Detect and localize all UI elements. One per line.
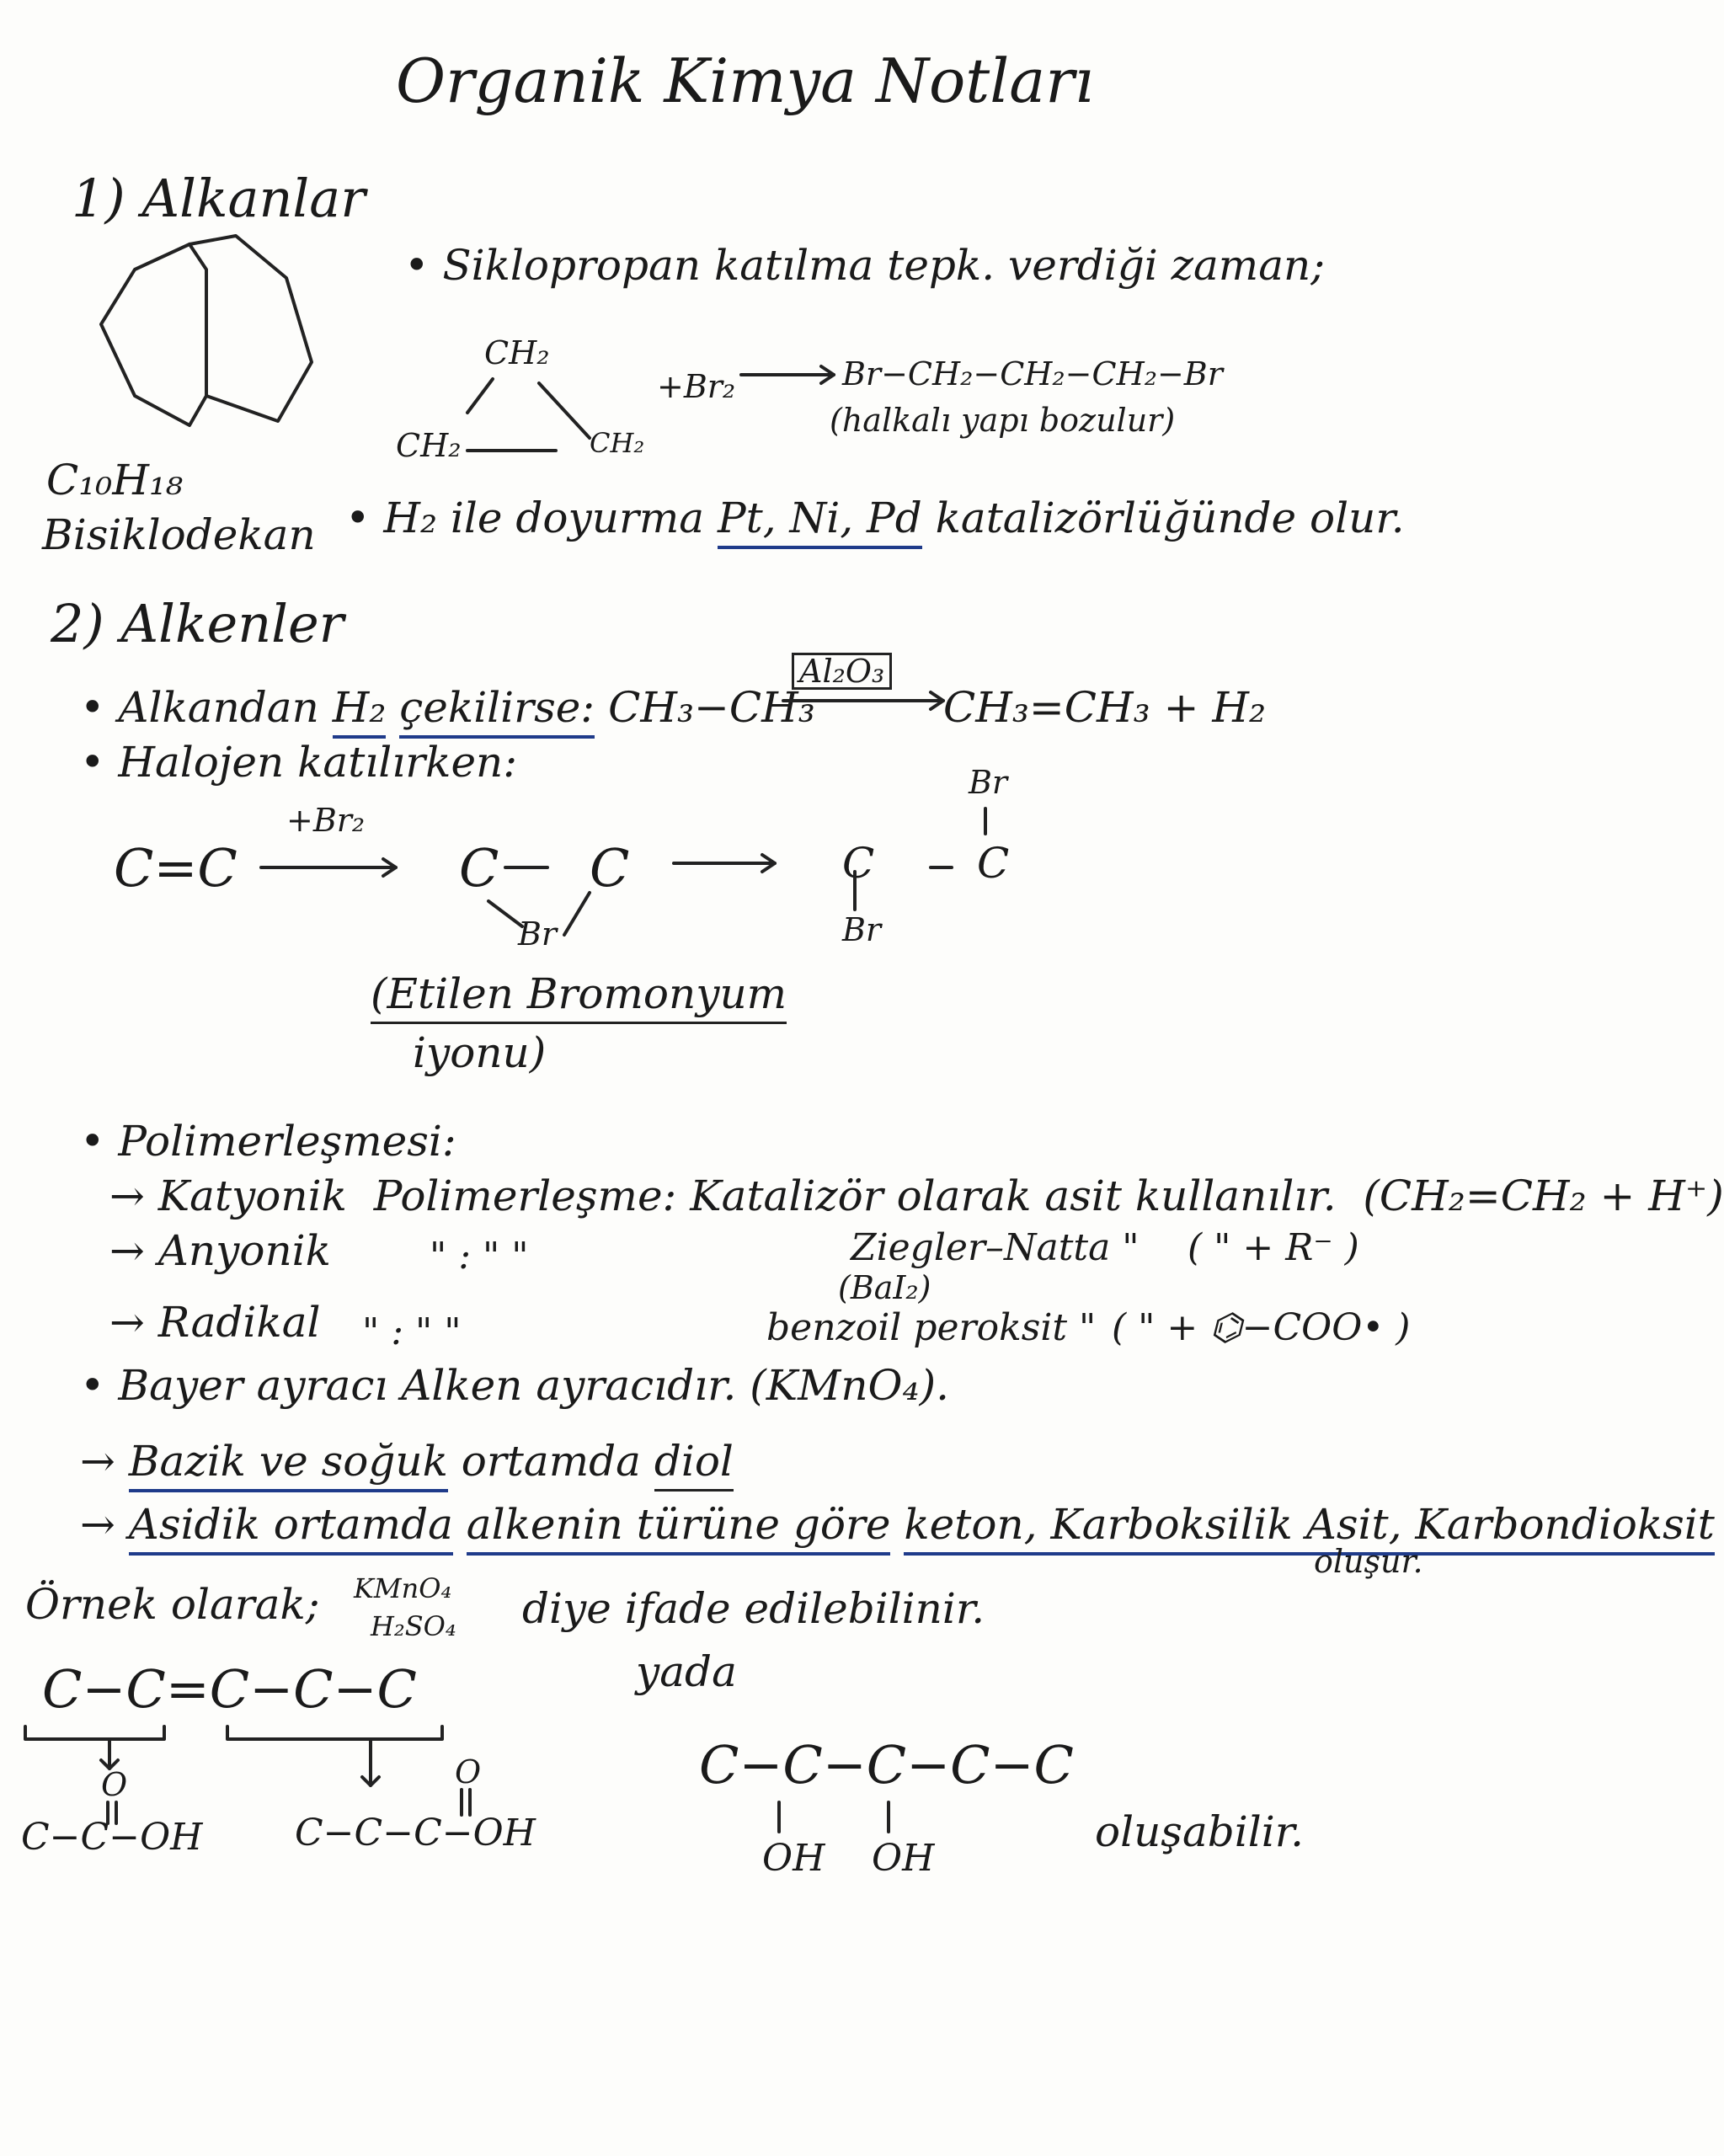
bayer-basic-line: → Bazik ve soğuk ortamda diol [80,1440,734,1482]
example-intro: Örnek olarak; [25,1580,320,1629]
catalysts-underlined: Pt, Ni, Pd [718,494,922,549]
formula-c10h18: C₁₀H₁₈ [46,456,184,504]
bromonium-c2: C [590,837,630,899]
dibromo-c2: C [977,839,1010,888]
example-h2so4: H₂SO₄ [371,1610,456,1642]
dehydrogenation-product: CH₃=CH₃ + H₂ [943,683,1267,732]
dibromo-c1: C [842,839,875,888]
anionic-example: ( " + R⁻ ) [1188,1226,1359,1269]
dibromo-br-bottom: Br [842,911,882,948]
polymer-row-cationic: → Katyonik Polimerleşme: Katalizör olarak asit kullanılır. (CH₂=CH₂ + H⁺) [109,1171,1724,1220]
cyclopropane-note: • Siklopropan katılma tepk. verdiği zaman; [404,241,1326,290]
hydrogenation-note: • H₂ ile doyurma Pt, Ni, Pd katalizörlüğünde olur. [345,497,1405,539]
bromonium-ion-label-2: iyonu) [413,1028,547,1077]
product2-acid: C−C−C−OH [295,1812,536,1854]
bromonium-ion-label: (Etilen Bromonyum [371,973,787,1015]
anionic-ditto: " : " " [430,1235,529,1278]
alkene-c-double-c: C=C [114,837,238,899]
dehydrogenation-note: • Alkandan H₂ çekilirse: CH₃−CH₃ [80,686,815,728]
bromonium-br: Br [518,915,558,953]
radical-example: ( " + ⌬−COO• ) [1112,1306,1411,1349]
bicyclodecane-structure [101,236,312,425]
bayer-reagent-note: • Bayer ayracı Alken ayracıdır. (KMnO₄). [80,1361,949,1410]
polymerization-heading: • Polimerleşmesi: [80,1117,456,1166]
halogen-addition-note: • Halojen katılırken: [80,738,518,787]
dibromo-br-top: Br [969,764,1008,801]
diol-oh-1: OH [762,1837,825,1880]
product1-acid: C−C−OH [21,1816,203,1859]
section-heading-alkanes: 1) Alkanlar [72,168,366,229]
product2-oxygen: O [455,1753,482,1790]
section-heading-alkenes: 2) Alkenler [51,593,344,654]
diol-formation-note: oluşabilir. [1095,1807,1305,1856]
bayer-acidic-line: → Asidik ortamda alkenin türüne göre keton, Karboksilik Asit, Karbondioksit [80,1503,1715,1545]
or-label: yada [636,1647,737,1696]
diol-oh-2: OH [872,1837,935,1880]
example-kmno4: KMnO₄ [354,1572,452,1604]
bayer-acidic-end: oluşur. [1314,1543,1423,1580]
radical-ditto: " : " " [362,1310,462,1353]
product1-oxygen: O [101,1766,128,1803]
dibromopropane-product: Br−CH₂−CH₂−CH₂−Br [842,355,1223,392]
polymer-row-anionic: → Anyonik [109,1226,331,1275]
radical-catalyst: benzoil peroksit " [766,1306,1097,1349]
example-expressed-note: diye ifade edilebilinir. [522,1584,985,1633]
example-chain: C−C=C−C−C [42,1658,417,1720]
ring-ch2-left: CH₂ [396,427,462,464]
anionic-catalyst: Ziegler–Natta " [851,1226,1140,1269]
ring-opened-note: (halkalı yapı bozulur) [830,402,1176,439]
anionic-sub: (BaI₂) [838,1269,931,1306]
bromonium-c1: C [459,837,499,899]
br2-addition-reagent: +Br₂ [286,802,366,839]
bicyclodecane-label: Bisiklodekan [42,510,316,559]
al2o3-catalyst-box: Al₂O₃ [792,653,892,690]
diol-chain: C−C−C−C−C [699,1734,1074,1796]
page-title: Organik Kimya Notları [396,45,1094,116]
br2-reagent: +Br₂ [657,368,736,405]
polymer-row-radical: → Radikal [109,1298,321,1347]
ring-ch2-right: CH₂ [590,427,645,459]
ring-ch2-top: CH₂ [484,334,550,371]
